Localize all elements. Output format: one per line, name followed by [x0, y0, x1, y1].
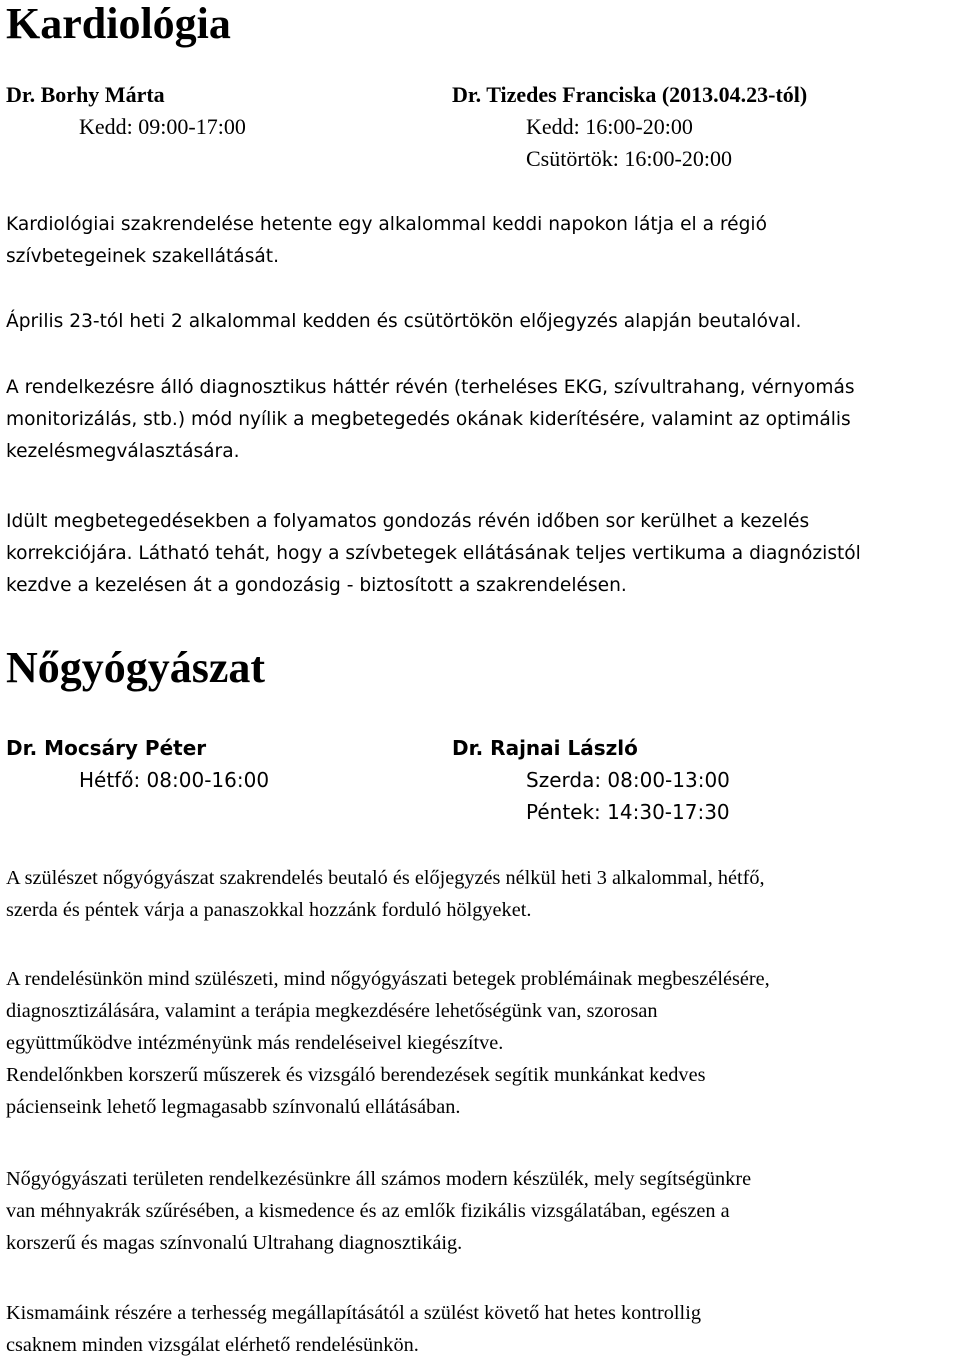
paragraph-line: szívbetegeinek szakellátását.: [6, 246, 279, 267]
paragraph-line: A szülészet nőgyógyászat szakrendelés beutaló és előjegyzés nélkül heti 3 alkalommal, hétfő,: [6, 867, 765, 889]
paragraph-line: szerda és péntek várja a panaszokkal hozzánk forduló hölgyeket.: [6, 899, 532, 921]
office-hours: Péntek: 14:30-17:30: [526, 800, 730, 824]
office-hours: Szerda: 08:00-13:00: [526, 768, 730, 792]
doctor-block-mocsary: [6, 732, 269, 796]
paragraph: [6, 306, 954, 338]
paragraph-line: van méhnyakrák szűrésében, a kismedence és az emlők fizikális vizsgálatában, egészen a: [6, 1200, 730, 1222]
office-hours: Kedd: 09:00-17:00: [79, 114, 246, 139]
office-hours: Kedd: 16:00-20:00: [526, 114, 693, 139]
paragraph: [6, 209, 954, 273]
paragraph-line: A rendelkezésre álló diagnosztikus háttér révén (terheléses EKG, szívultrahang, vérnyomás: [6, 377, 855, 398]
doctor-name: Dr. Borhy Márta: [6, 82, 165, 107]
paragraph-line: Kismamáink részére a terhesség megállapításától a szülést követő hat hetes kontrollig: [6, 1302, 701, 1324]
doctor-block-rajnai: [452, 732, 730, 828]
doctor-block-tizedes: [452, 79, 807, 175]
paragraph-line: korrekciójára. Látható tehát, hogy a szívbetegek ellátásának teljes vertikuma a diagnózistól: [6, 543, 861, 564]
paragraph: [6, 506, 954, 602]
paragraph-line: Kardiológiai szakrendelése hetente egy alkalommal keddi napokon látja el a régió: [6, 214, 767, 235]
doctor-block-borhy: [6, 79, 246, 143]
paragraph-line: Nőgyógyászati területen rendelkezésünkre áll számos modern készülék, mely segítségünkre: [6, 1168, 752, 1190]
paragraph-line: együttműködve intézményünk más rendeléseivel kiegészítve.: [6, 1032, 504, 1054]
paragraph: [6, 1297, 954, 1361]
paragraph-line: Idült megbetegedésekben a folyamatos gondozás révén időben sor kerülhet a kezelés: [6, 511, 810, 532]
doctor-name: Dr. Mocsáry Péter: [6, 736, 207, 760]
paragraph-line: Rendelőnkben korszerű műszerek és vizsgáló berendezések segítik munkánkat kedves: [6, 1064, 706, 1086]
office-hours: Csütörtök: 16:00-20:00: [526, 146, 732, 171]
paragraph-line: kezelésmegválasztására.: [6, 441, 240, 462]
paragraph-line: A rendelésünkön mind szülészeti, mind nőgyógyászati betegek problémáinak megbeszélésére,: [6, 968, 770, 990]
paragraph-line: kezdve a kezelésen át a gondozásig - biztosított a szakrendelésen.: [6, 575, 627, 596]
doctor-name: Dr. Tizedes Franciska (2013.04.23-tól): [452, 82, 808, 107]
paragraph-line: diagnosztizálására, valamint a terápia megkezdésére lehetőségünk van, szorosan: [6, 1000, 658, 1022]
paragraph-line: csaknem minden vizsgálat elérhető rendelésünkön.: [6, 1334, 419, 1356]
office-hours: Hétfő: 08:00-16:00: [79, 768, 270, 792]
paragraph-line: monitorizálás, stb.) mód nyílik a megbetegedés okának kiderítésére, valamint az optimális: [6, 409, 851, 430]
paragraph: [6, 862, 954, 926]
paragraph-line: korszerű és magas színvonalú Ultrahang diagnosztikáig.: [6, 1232, 463, 1254]
doctor-name: Dr. Rajnai László: [452, 736, 638, 760]
paragraph: [6, 372, 954, 468]
paragraph-line: Április 23-tól heti 2 alkalommal kedden és csütörtökön előjegyzés alapján beutalóval.: [6, 311, 802, 332]
paragraph: [6, 1163, 954, 1259]
paragraph-line: pácienseink lehető legmagasabb színvonalú ellátásában.: [6, 1096, 461, 1118]
paragraph: [6, 963, 954, 1123]
section-heading-kardiologia: Kardiológia: [6, 0, 231, 48]
section-heading-nogyogyaszat: Nőgyógyászat: [6, 643, 266, 692]
